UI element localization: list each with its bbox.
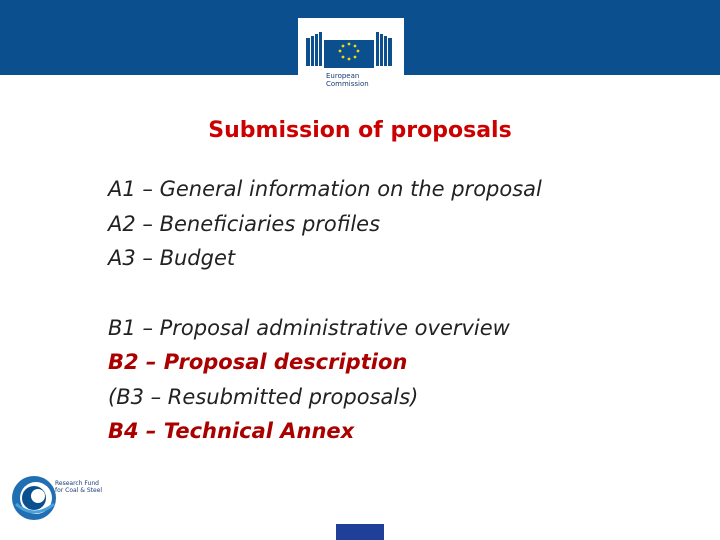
research-fund-text (55, 480, 102, 494)
list-item-b1: B1 – Proposal administrative overview (108, 315, 510, 340)
list-item-a2: A2 – Beneficiaries profiles (108, 211, 381, 236)
footer-bar (336, 524, 384, 540)
ec-logo-line1: European (326, 72, 360, 80)
list-item-b3: (B3 – Resubmitted proposals) (108, 384, 419, 409)
slide-title: Submission of proposals (208, 118, 512, 143)
rfcs-line1: Research Fund (55, 480, 99, 487)
european-commission-logo (298, 18, 404, 98)
ec-logo-text (326, 72, 369, 88)
list-item-b4: B4 – Technical Annex (108, 419, 355, 443)
list-item-b2: B2 – Proposal description (108, 350, 408, 374)
ec-logo-line2: Commission (326, 80, 369, 88)
list-item-a1: A1 – General information on the proposal (108, 177, 542, 201)
list-item-a3: A3 – Budget (108, 246, 236, 270)
rfcs-line2: for Coal & Steel (55, 487, 103, 494)
rfcs-swirl-icon (10, 474, 60, 522)
proposal-parts-list (108, 172, 708, 449)
list-spacer (108, 276, 708, 311)
